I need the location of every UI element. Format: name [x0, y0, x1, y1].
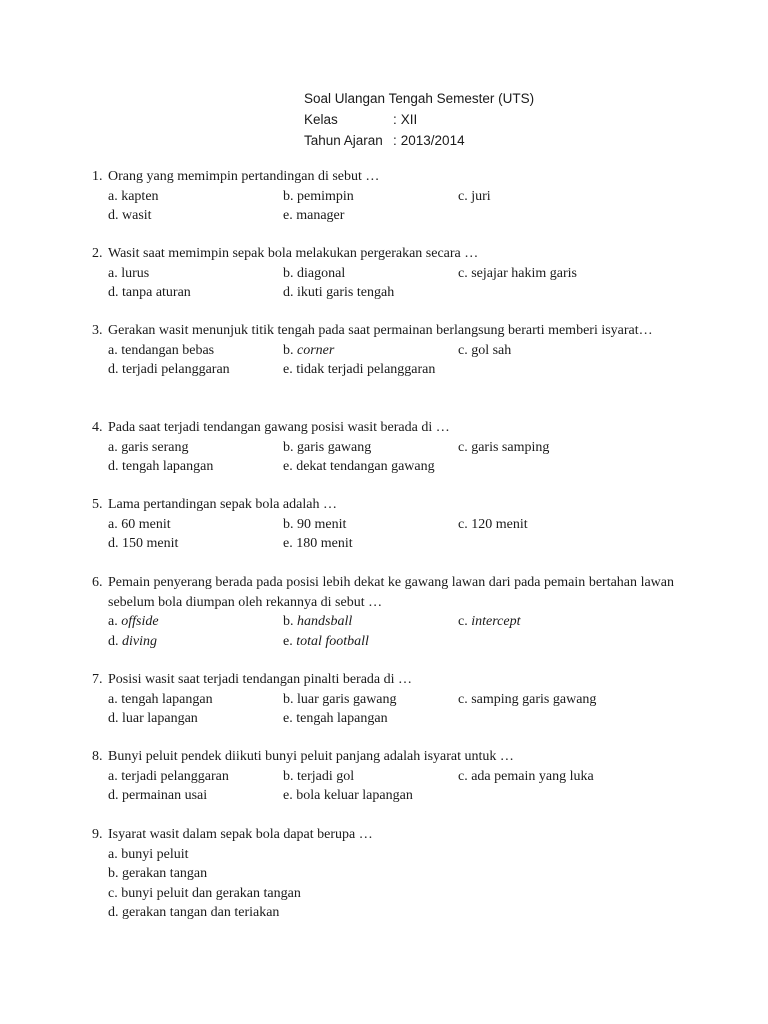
- year-row: [304, 130, 534, 151]
- option-e: e. tengah lapangan: [283, 711, 388, 726]
- option-c: [458, 612, 633, 632]
- option-d: d. tengah lapangan: [108, 459, 214, 474]
- question-number: 7.: [92, 672, 103, 687]
- option-b-term: corner: [297, 342, 335, 358]
- option-c-term: intercept: [471, 614, 521, 629]
- option-d: d. permainan usai: [108, 788, 208, 803]
- option-a: a. bunyi peluit: [108, 846, 189, 862]
- question-5: [92, 495, 674, 554]
- question-text: Pemain penyerang berada pada posisi lebih dekat ke gawang lawan dari pada pemain bertahan lawan sebelum bola diumpan oleh rekannya di sebut …: [108, 575, 674, 610]
- question-number: 3.: [92, 323, 103, 338]
- option-a: a. tendangan bebas: [108, 342, 215, 358]
- year-label: Tahun Ajaran: [304, 133, 383, 148]
- question-7: [92, 670, 674, 729]
- option-b-letter: b.: [283, 614, 294, 629]
- option-c-letter: c.: [458, 614, 468, 629]
- option-b: b. gerakan tangan: [108, 866, 208, 881]
- option-c: c. sejajar hakim garis: [458, 265, 577, 281]
- question-4: [92, 418, 674, 477]
- option-e: [283, 632, 458, 652]
- option-c: c. ada pemain yang luka: [458, 768, 594, 784]
- option-a: [108, 612, 283, 632]
- year-value: 2013/2014: [400, 133, 465, 148]
- option-a: a. 60 menit: [108, 516, 171, 532]
- question-number: 6.: [92, 575, 103, 590]
- question-8: [92, 747, 674, 806]
- question-number: 8.: [92, 749, 103, 764]
- question-text: Orang yang memimpin pertandingan di sebut …: [108, 169, 380, 184]
- exam-title: Soal Ulangan Tengah Semester (UTS): [304, 91, 535, 106]
- option-d: d. terjadi pelanggaran: [108, 362, 230, 377]
- class-separator: :: [393, 112, 397, 127]
- question-number: 1.: [92, 169, 103, 184]
- question-2: [92, 244, 674, 303]
- question-number: 2.: [92, 246, 103, 261]
- option-b: [283, 612, 458, 632]
- option-d: [108, 632, 283, 652]
- option-a: a. garis serang: [108, 439, 189, 455]
- option-e: e. 180 menit: [283, 536, 353, 551]
- option-b: b. terjadi gol: [283, 768, 355, 784]
- exam-header: [304, 88, 534, 151]
- question-text: Wasit saat memimpin sepak bola melakukan pergerakan secara …: [108, 246, 479, 261]
- option-e: e. tidak terjadi pelanggaran: [283, 362, 436, 377]
- option-e: e. dekat tendangan gawang: [283, 459, 435, 474]
- option-e-letter: e.: [283, 633, 293, 649]
- year-separator: :: [393, 133, 397, 148]
- question-6: [92, 573, 674, 651]
- option-e-term: total football: [296, 633, 369, 649]
- question-text: Lama pertandingan sepak bola adalah …: [108, 497, 337, 512]
- question-text: Isyarat wasit dalam sepak bola dapat berupa …: [108, 827, 373, 842]
- option-a-letter: a.: [108, 614, 118, 629]
- option-e: e. bola keluar lapangan: [283, 788, 413, 803]
- option-b: b. diagonal: [283, 265, 346, 281]
- option-a: a. lurus: [108, 265, 150, 281]
- class-row: [304, 109, 534, 130]
- option-a: a. tengah lapangan: [108, 691, 213, 707]
- question-1: [92, 167, 674, 226]
- option-a: a. terjadi pelanggaran: [108, 768, 229, 784]
- option-b: b. garis gawang: [283, 439, 372, 455]
- question-number: 9.: [92, 827, 103, 842]
- question-3: [92, 321, 674, 380]
- option-c: c. gol sah: [458, 342, 512, 358]
- option-b: b. 90 menit: [283, 516, 347, 532]
- option-c: c. samping garis gawang: [458, 691, 597, 707]
- question-number: 4.: [92, 420, 103, 435]
- question-9: [92, 825, 674, 923]
- option-a-term: offside: [121, 614, 159, 629]
- option-c: c. garis samping: [458, 439, 550, 455]
- option-d-term: diving: [122, 633, 157, 649]
- option-c: c. bunyi peluit dan gerakan tangan: [108, 885, 301, 901]
- option-d-second: d. ikuti garis tengah: [283, 285, 395, 300]
- option-d: d. 150 menit: [108, 536, 179, 551]
- option-b-term: handsball: [297, 614, 353, 629]
- question-number: 5.: [92, 497, 103, 512]
- option-b: [283, 341, 458, 361]
- option-c: c. juri: [458, 188, 491, 204]
- question-text: Pada saat terjadi tendangan gawang posisi wasit berada di …: [108, 420, 450, 435]
- class-label: Kelas: [304, 112, 338, 127]
- question-text: Bunyi peluit pendek diikuti bunyi peluit panjang adalah isyarat untuk …: [108, 749, 514, 764]
- option-d: d. gerakan tangan dan teriakan: [108, 905, 280, 920]
- option-c: c. 120 menit: [458, 516, 528, 532]
- option-d-letter: d.: [108, 633, 119, 649]
- question-text: Gerakan wasit menunjuk titik tengah pada saat permainan berlangsung berarti memberi isyarat…: [108, 323, 653, 338]
- option-d: d. luar lapangan: [108, 711, 198, 726]
- option-a: a. kapten: [108, 188, 159, 204]
- option-b: b. luar garis gawang: [283, 691, 397, 707]
- question-text: Posisi wasit saat terjadi tendangan pinalti berada di …: [108, 672, 413, 687]
- option-e: e. manager: [283, 208, 345, 223]
- option-d: d. wasit: [108, 208, 152, 223]
- option-b-letter: b.: [283, 342, 294, 358]
- option-d: d. tanpa aturan: [108, 285, 191, 300]
- option-b: b. pemimpin: [283, 188, 354, 204]
- class-value: XII: [400, 112, 418, 127]
